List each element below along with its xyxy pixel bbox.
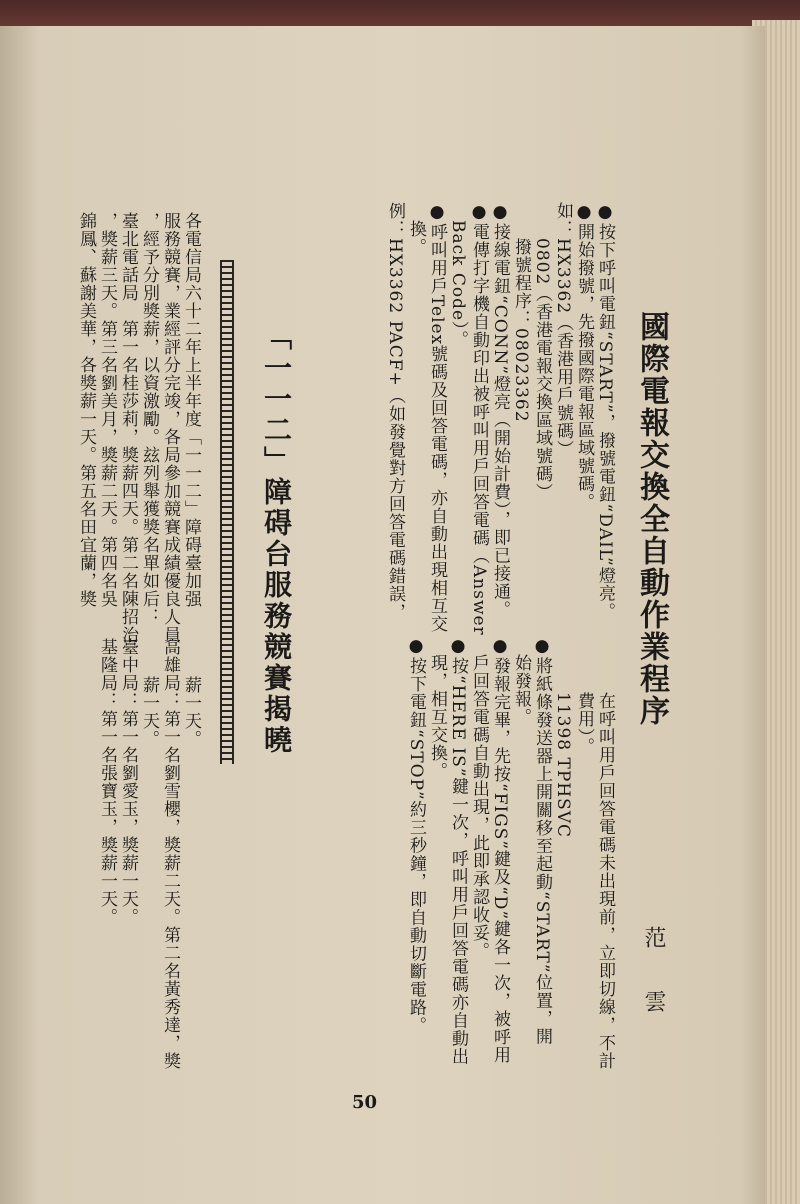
article-2-line: 錦鳳、蘇謝美華，各獎薪一天。第五名田宜蘭，獎 — [76, 212, 96, 608]
article-2-line: 服務競賽，業經評分完竣，各局參加競賽成績優良人員 — [160, 212, 180, 644]
article-2-line: ，經予分別獎薪，以資激勵。玆列舉獲獎名單如后： — [139, 212, 159, 626]
article-2-line: 臺北電話局 第一名桂莎莉，獎薪四天。第二名陳招治 — [118, 212, 138, 644]
article-1-line: ●按“HERE IS”鍵一次，呼叫用戶回答電碼亦自動出 — [448, 636, 468, 1066]
article-1-line: 費用）。 — [574, 692, 594, 756]
article-2-line: ，獎薪三天。第三名劉美月，獎薪二天。第四名吳 — [97, 212, 117, 608]
article-1-line: ●按下電鈕“STOP”約三秒鐘，即自動切斷電路。 — [406, 636, 426, 1035]
article-1-line: 戶回答電碼自動出現，此即承認收妥。 — [469, 636, 489, 960]
article-1-line: ●開始撥號，先撥國際電報區域號碼。 — [574, 202, 594, 511]
article-1-line: 始發報。 — [511, 636, 531, 726]
article-1-line: 在呼叫用戶回答電碼未出現前，立即切線，不計 — [595, 692, 615, 1070]
article-1-line: 11398 TPHSVC — [553, 692, 573, 839]
article-2-line: 薪一天。 — [139, 676, 159, 748]
article-1-line: 如：HX3362（香港用戶號碼） — [553, 202, 573, 459]
article-1-line: 換。 — [406, 202, 426, 256]
article-1-line: Back Code）。 — [448, 202, 468, 349]
article-1-line: 例：HX3362 PACF+（如發覺對方回答電碼錯誤， — [385, 202, 405, 621]
article-1-title: 國際電報交換全自動作業程序 — [634, 311, 669, 727]
article-1-line: ●按下呼叫電鈕“START”，撥號電鈕“DAIL”燈亮。 — [595, 202, 615, 621]
article-1-line: 0802（香港電報交換區域號碼） — [532, 202, 552, 502]
article-2-line: 基隆局：第一名張寶玉，獎薪一天。 — [97, 638, 117, 926]
article-2-title: 「一一二」障碍台服務競賽揭曉 — [260, 322, 293, 756]
article-2-line: 各電信局六十二年上半年度「一一二」障碍臺加强 — [181, 212, 201, 608]
article-2-line: 高雄局：第一名劉雪櫻，獎薪二天。第二名黃秀達，獎 — [160, 638, 180, 1070]
article-1-line: ●接線電鈕“CONN”燈亮（開始計費），即已接通。 — [490, 202, 510, 619]
article-1-line: ●發報完畢，先按“FIGS”鍵及“D”鍵各一次，被呼用 — [490, 636, 510, 1065]
article-2-line: 臺中局：第一名劉愛玉，獎薪一天。 — [118, 638, 138, 926]
decorative-divider — [220, 260, 234, 764]
article-1-line: ●電傳打字機自動印出被呼叫用戶回答電碼（Answer — [469, 202, 489, 636]
book-page — [0, 26, 765, 1204]
article-1-line: 現，相互交換。 — [427, 636, 447, 780]
article-1-line: ●呼叫用戶Telex號碼及回答電碼，亦自動出現相互交 — [427, 202, 447, 634]
article-1-author: 范 雲 — [641, 926, 666, 1022]
page-number: 50 — [352, 1092, 378, 1113]
article-1-line: ●將紙條發送器上開關移至起動“START”位置，開 — [532, 636, 552, 1046]
article-1-line: 撥號程序：08023362 — [511, 202, 531, 423]
article-2-line: 薪一天。 — [181, 676, 201, 748]
